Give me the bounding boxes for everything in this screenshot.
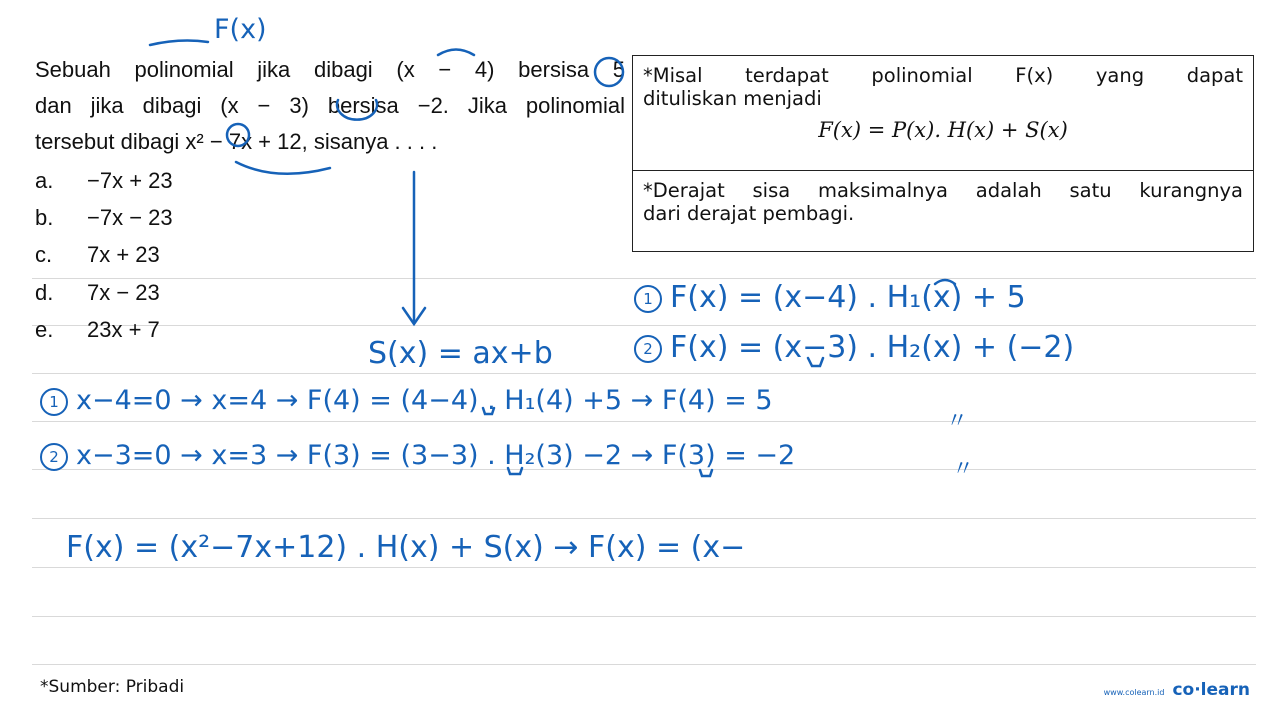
step-number-badge: 2 bbox=[40, 443, 68, 471]
handwritten-step-2 bbox=[40, 440, 795, 471]
highlight-circle bbox=[595, 58, 623, 86]
equation-text: F(x) = (x−4) . H₁(x) + 5 bbox=[670, 280, 1026, 315]
highlight-circle bbox=[227, 124, 249, 146]
handwritten-equation-1 bbox=[634, 280, 1026, 315]
handwritten-equation-2 bbox=[634, 330, 1074, 365]
definition-formula: F(x) = P(x). H(x) + S(x) bbox=[818, 118, 1068, 142]
question-line: Sebuah polinomial jika dibagi (x − 4) bersisa 5 bbox=[35, 57, 625, 82]
annotation-arc bbox=[438, 50, 474, 56]
note-line: *Derajat sisa maksimalnya adalah satu kurangnya bbox=[643, 179, 1243, 202]
question-line: tersebut dibagi x² − 7x + 12, sisanya . . . . bbox=[35, 129, 438, 154]
step-number-badge: 1 bbox=[634, 285, 662, 313]
annotation-arc bbox=[236, 162, 330, 174]
question-line: dan jika dibagi (x − 3) bersisa −2. Jika polinomial bbox=[35, 93, 625, 118]
definition-line: *Misal terdapat polinomial F(x) yang dapat bbox=[643, 64, 1243, 87]
step-text: x−4=0 → x=4 → F(4) = (4−4) . H₁(4) +5 → F(4) = 5 bbox=[76, 385, 773, 416]
brand-logo bbox=[1104, 680, 1250, 700]
option-letter: b. bbox=[35, 205, 54, 230]
equation-text: F(x) = (x−3) . H₂(x) + (−2) bbox=[670, 330, 1075, 365]
handwritten-remainder-form: S(x) = ax+b bbox=[368, 336, 553, 371]
step-number-badge: 2 bbox=[634, 335, 662, 363]
check-mark: 〃 bbox=[946, 409, 969, 434]
option-text: 7x + 23 bbox=[87, 242, 160, 267]
handwritten-annotation: F(x) bbox=[214, 14, 267, 45]
option-text: 23x + 7 bbox=[87, 317, 160, 342]
check-mark: 〃 bbox=[952, 457, 975, 482]
option-text: 7x − 23 bbox=[87, 280, 160, 305]
option-letter: c. bbox=[35, 242, 53, 267]
option-letter: a. bbox=[35, 168, 54, 193]
annotation-arc bbox=[150, 41, 208, 45]
brand-url: www.colearn.id bbox=[1103, 688, 1165, 697]
note-line: dari derajat pembagi. bbox=[643, 202, 855, 225]
handwritten-final-equation: F(x) = (x²−7x+12) . H(x) + S(x) → F(x) = (x− bbox=[66, 530, 746, 565]
handwritten-step-1 bbox=[40, 385, 773, 416]
option-letter: e. bbox=[35, 317, 54, 342]
source-caption: *Sumber: Pribadi bbox=[40, 677, 185, 697]
option-letter: d. bbox=[35, 280, 54, 305]
step-number-badge: 1 bbox=[40, 388, 68, 416]
definition-line: dituliskan menjadi bbox=[643, 87, 822, 110]
highlight-circle bbox=[337, 100, 377, 120]
option-text: −7x + 23 bbox=[87, 168, 173, 193]
step-text: x−3=0 → x=3 → F(3) = (3−3) . H₂(3) −2 → F(3) = −2 bbox=[76, 440, 796, 471]
option-text: −7x − 23 bbox=[87, 205, 173, 230]
brand-name: co·learn bbox=[1172, 680, 1250, 700]
